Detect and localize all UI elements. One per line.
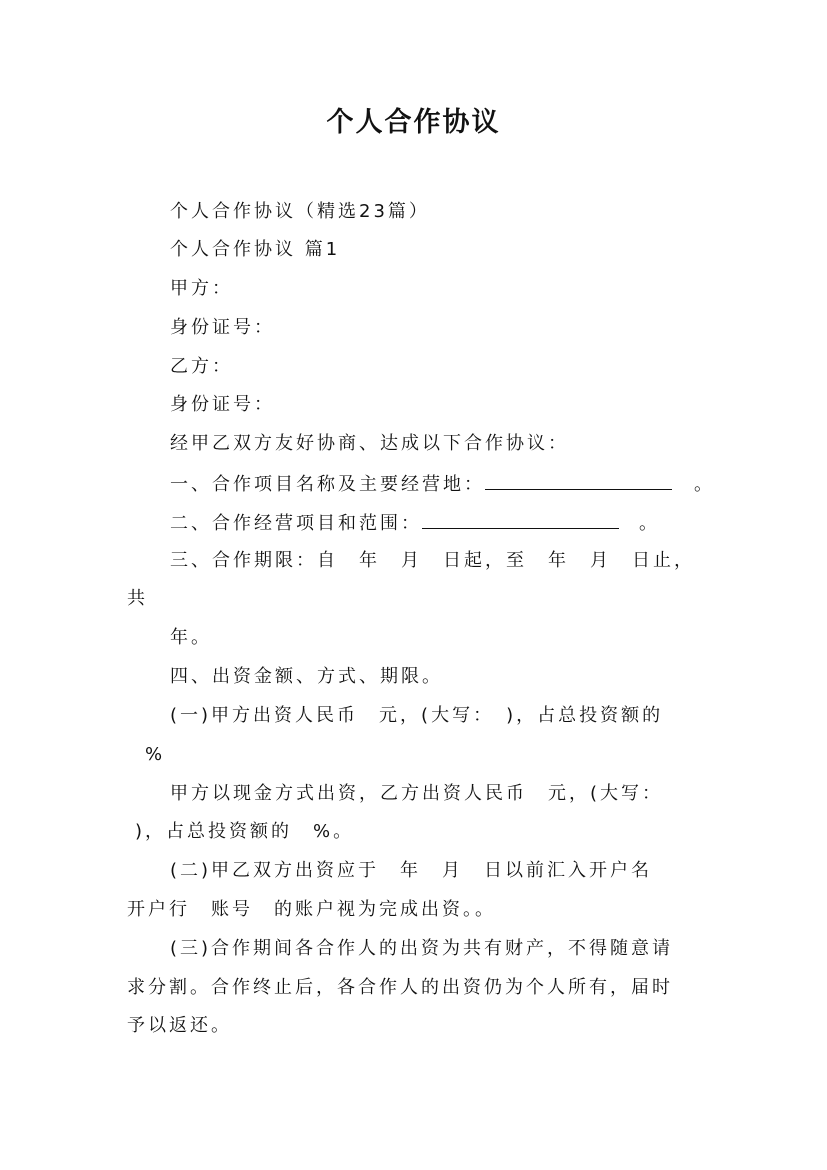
clause-3-cont: 共: [127, 588, 148, 609]
clause-1-line: [170, 471, 715, 497]
clause-3-end: 年。: [170, 627, 212, 648]
clause-4-3-cont: 求分割。合作终止后，各合作人的出资仍为个人所有，届时: [127, 977, 673, 998]
clause-4-heading: 四、出资金额、方式、期限。: [170, 666, 443, 687]
clause-1-text: 一、合作项目名称及主要经营地：: [170, 474, 485, 495]
party-a-id-label: 身份证号：: [170, 317, 275, 338]
clause-2-end: 。: [639, 513, 660, 534]
clause-4-2-line: (二)甲乙双方出资应于 年 月 日以前汇入开户名: [170, 860, 653, 881]
clause-4-3-end: 予以返还。: [127, 1015, 232, 1036]
clause-2-text: 二、合作经营项目和范围：: [170, 513, 422, 534]
fill-in-blank: [485, 471, 672, 490]
clause-4-2-cont: 开户行 账号 的账户视为完成出资。。: [127, 899, 496, 920]
party-a-label: 甲方：: [170, 278, 233, 299]
agreement-intro: 经甲乙双方友好协商、达成以下合作协议：: [170, 433, 569, 454]
clause-2-line: [170, 510, 660, 536]
clause-4-1-para-cont: )，占总投资额的 %。: [135, 821, 355, 842]
clause-3-line: 三、合作期限：自 年 月 日起，至 年 月 日止，: [170, 550, 695, 571]
clause-4-1-line: (一)甲方出资人民币 元，(大写： )，占总投资额的: [170, 705, 664, 726]
document-title: 个人合作协议: [326, 107, 501, 138]
clause-1-end: 。: [694, 474, 715, 495]
subtitle-line: 个人合作协议（精选23篇）: [170, 201, 430, 222]
clause-4-3-line: (三)合作期间各合作人的出资为共有财产，不得随意请: [170, 938, 674, 959]
party-b-label: 乙方：: [170, 356, 233, 377]
party-b-id-label: 身份证号：: [170, 394, 275, 415]
clause-4-1-cont: %: [145, 744, 166, 765]
section-heading: 个人合作协议 篇1: [170, 239, 341, 260]
clause-4-1-para: 甲方以现金方式出资，乙方出资人民币 元，(大写：: [170, 783, 664, 804]
fill-in-blank: [422, 510, 619, 529]
